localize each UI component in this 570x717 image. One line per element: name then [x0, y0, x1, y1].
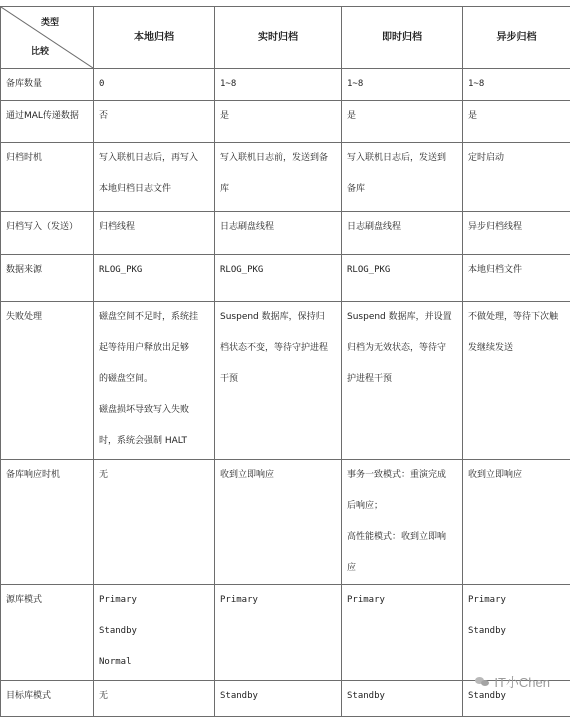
table-cell: 是	[215, 101, 342, 143]
table-cell: 磁盘空间不足时，系统挂 起等待用户释放出足够 的磁盘空间。 磁盘损坏导致写入失败 时，系统会强制 HALT	[94, 302, 215, 460]
table-cell: 否	[94, 101, 215, 143]
watermark-text: IT小Chen	[494, 672, 550, 691]
header-row	[1, 7, 570, 69]
table-row	[1, 460, 570, 585]
table-row	[1, 101, 570, 143]
table-row	[1, 302, 570, 460]
table-cell: 日志刷盘线程	[215, 212, 342, 255]
row-label: 备库响应时机	[1, 460, 94, 585]
table-cell: 定时启动	[463, 143, 570, 212]
table-cell: 归档线程	[94, 212, 215, 255]
table-cell: Standby	[463, 681, 570, 717]
table-cell: 本地归档文件	[463, 255, 570, 302]
table-cell: 写入联机日志后，发送到 备库	[342, 143, 463, 212]
table-cell: 无	[94, 681, 215, 717]
row-label: 备库数量	[1, 69, 94, 101]
column-header-local: 本地归档	[94, 7, 215, 69]
table-cell: RLOG_PKG	[215, 255, 342, 302]
table-cell: Suspend 数据库，并设置 归档为无效状态，等待守 护进程干预	[342, 302, 463, 460]
corner-bottom-label: 比较	[31, 45, 49, 59]
comparison-table	[0, 6, 570, 717]
table-cell: 1~8	[342, 69, 463, 101]
column-header-realtime: 实时归档	[215, 7, 342, 69]
table-cell: RLOG_PKG	[94, 255, 215, 302]
row-label: 失败处理	[1, 302, 94, 460]
row-label: 目标库模式	[1, 681, 94, 717]
column-header-instant: 即时归档	[342, 7, 463, 69]
table-cell: Primary Standby	[463, 585, 570, 681]
table-cell: Standby	[215, 681, 342, 717]
table-cell: Suspend 数据库，保持归 档状态不变，等待守护进程 干预	[215, 302, 342, 460]
table-cell: Primary	[342, 585, 463, 681]
table-row	[1, 143, 570, 212]
table-cell: 日志刷盘线程	[342, 212, 463, 255]
table-cell: 是	[342, 101, 463, 143]
table-cell: RLOG_PKG	[342, 255, 463, 302]
row-label: 通过MAL传递数据	[1, 101, 94, 143]
row-label: 数据来源	[1, 255, 94, 302]
column-header-async: 异步归档	[463, 7, 570, 69]
corner-header-cell	[1, 7, 94, 69]
table-row	[1, 212, 570, 255]
table-cell: 不做处理，等待下次触 发继续发送	[463, 302, 570, 460]
table-cell: 1~8	[463, 69, 570, 101]
table-cell: Primary	[215, 585, 342, 681]
table-cell: 收到立即响应	[463, 460, 570, 585]
table-row	[1, 255, 570, 302]
row-label: 归档时机	[1, 143, 94, 212]
watermark	[475, 672, 550, 691]
row-label: 源库模式	[1, 585, 94, 681]
corner-top-label: 类型	[41, 16, 59, 30]
table-cell: Primary Standby Normal	[94, 585, 215, 681]
table-cell: 写入联机日志后，再写入 本地归档日志文件	[94, 143, 215, 212]
table-cell: 收到立即响应	[215, 460, 342, 585]
table-row	[1, 585, 570, 681]
row-label: 归档写入（发送）	[1, 212, 94, 255]
table-cell: 无	[94, 460, 215, 585]
table-cell: 是	[463, 101, 570, 143]
wechat-icon	[475, 675, 490, 688]
table-cell: Standby	[342, 681, 463, 717]
table-cell: 事务一致模式：重演完成 后响应； 高性能模式：收到立即响 应	[342, 460, 463, 585]
table-cell: 0	[94, 69, 215, 101]
table-cell: 写入联机日志前，发送到备 库	[215, 143, 342, 212]
table-cell: 1~8	[215, 69, 342, 101]
table-cell: 异步归档线程	[463, 212, 570, 255]
table-row	[1, 69, 570, 101]
